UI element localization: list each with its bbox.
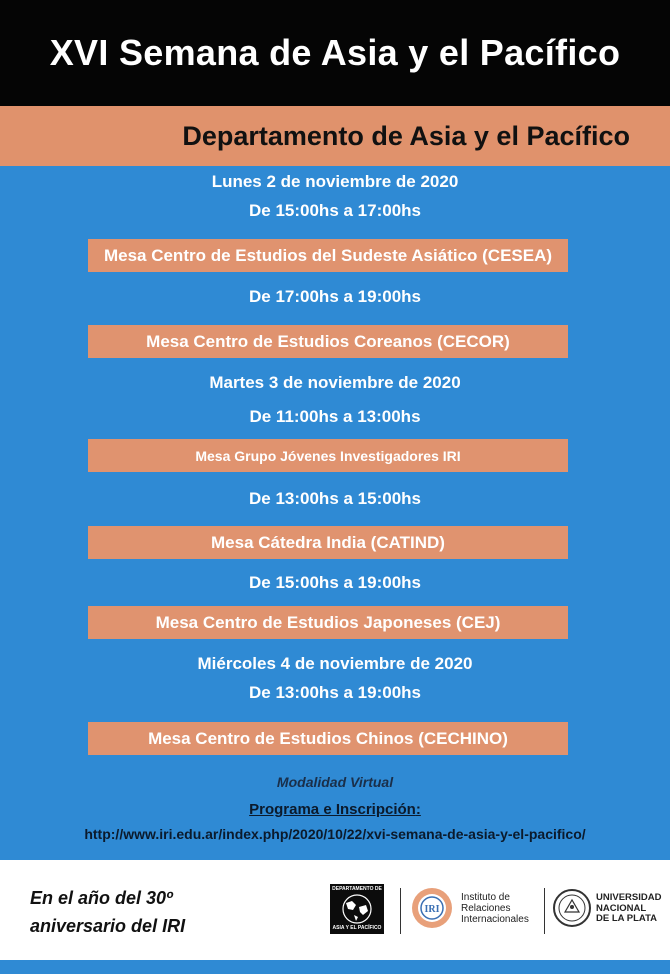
department-title: Departamento de Asia y el Pacífico [182,120,630,151]
dept-logo-top-text: DEPARTAMENTO DE [332,886,382,892]
iri-line: Relaciones [461,903,511,914]
program-colon: : [415,801,421,818]
time-slot: De 17:00hs a 19:00hs [249,287,421,306]
panel-jovenes-investigadores: Mesa Grupo Jóvenes Investigadores IRI [88,439,568,472]
program-link-label[interactable] [0,801,670,818]
time-slot: De 15:00hs a 19:00hs [249,573,421,592]
time-slot: De 13:00hs a 19:00hs [249,683,421,702]
unlp-line: UNIVERSIDAD [596,892,662,903]
time-slot: De 11:00hs a 13:00hs [249,407,421,426]
unlp-name [596,893,661,925]
iri-name [461,892,529,925]
day-heading-monday: Lunes 2 de noviembre de 2020 [211,172,459,191]
modality-label: Modalidad Virtual [276,774,394,790]
iri-line: Instituto de [461,892,510,903]
anniversary-text [30,884,280,940]
panel-cechino: Mesa Centro de Estudios Chinos (CECHINO) [88,722,568,755]
unlp-seal-icon [552,886,592,930]
dept-logo-bottom-text: ASIA Y EL PACÍFICO [332,925,382,931]
panel-cej: Mesa Centro de Estudios Japoneses (CEJ) [88,606,568,639]
iri-line: Internacionales [461,914,529,925]
panel-cesea: Mesa Centro de Estudios del Sudeste Asiático (CESEA) [88,239,568,272]
footer [0,860,670,960]
unlp-line: NACIONAL [596,902,647,914]
department-banner [0,106,670,166]
bottom-strip [0,960,670,974]
unlp-line: DE LA PLATA [596,913,658,924]
day-heading-wednesday: Miércoles 4 de noviembre de 2020 [197,654,473,673]
anniversary-line2: aniversario del IRI [30,916,186,936]
schedule-panel [0,166,670,860]
program-label-text[interactable]: Programa e Inscripción [249,801,416,818]
logo-divider [400,888,401,934]
event-title: XVI Semana de Asia y el Pacífico [0,0,670,106]
time-slot: De 13:00hs a 15:00hs [249,489,421,508]
globe-icon [334,893,380,925]
day-heading-tuesday: Martes 3 de noviembre de 2020 [209,373,461,392]
iri-logo-text: IRI [424,904,440,915]
panel-catind: Mesa Cátedra India (CATIND) [88,526,568,559]
anniversary-line1: En el año del 30º [30,888,173,908]
registration-url[interactable]: http://www.iri.edu.ar/index.php/2020/10/22/xvi-semana-de-asia-y-el-pacifico/ [84,826,586,842]
department-logo [330,884,384,934]
panel-cecor: Mesa Centro de Estudios Coreanos (CECOR) [88,325,568,358]
logo-divider [544,888,545,934]
iri-logo [410,886,454,930]
time-slot: De 15:00hs a 17:00hs [249,201,421,220]
